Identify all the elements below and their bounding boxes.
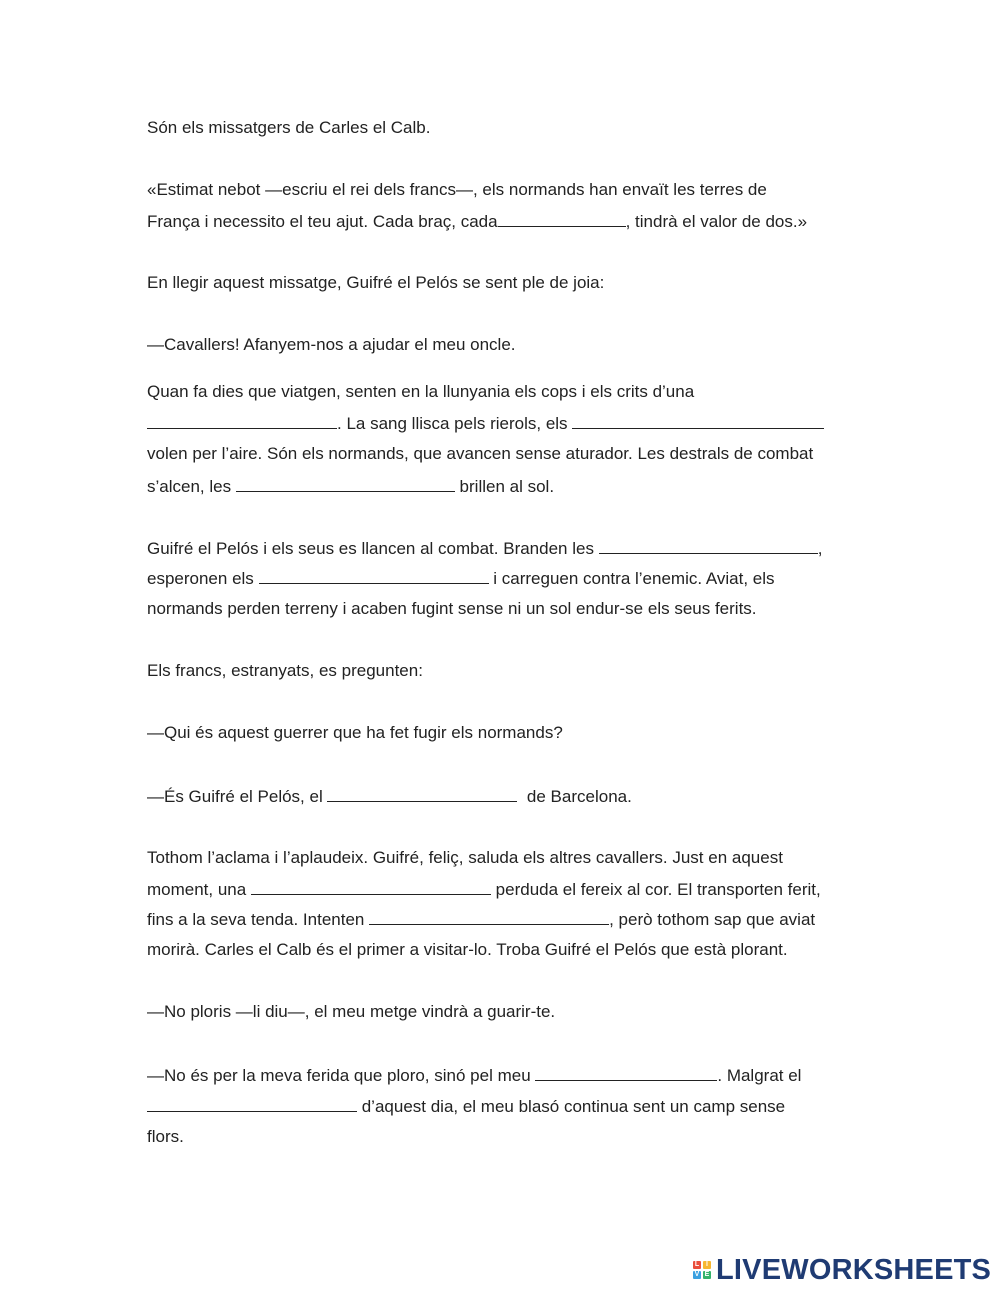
- text-line: normands perden terreny i acaben fugint sense ni un sol endur-se els seus ferits.: [147, 599, 757, 618]
- text-line: morirà. Carles el Calb és el primer a visitar-lo. Troba Guifré el Pelós que està plorant.: [147, 940, 788, 959]
- text-line: volen per l’aire. Són els normands, que avancen sense aturador. Les destrals de combat: [147, 444, 814, 463]
- answer-blank-6[interactable]: [259, 568, 489, 584]
- text-line: esperonen els i carreguen contra l’enemic. Aviat, els: [147, 569, 775, 588]
- logo-letter: E: [704, 1271, 710, 1278]
- text-line: Els francs, estranyats, es pregunten:: [147, 661, 423, 680]
- text-line: Són els missatgers de Carles el Calb.: [147, 118, 431, 137]
- text-line: Tothom l’aclama i l’aplaudeix. Guifré, feliç, saluda els altres cavallers. Just en aquest: [147, 848, 783, 867]
- text-line: França i necessito el teu ajut. Cada braç, cada , tindrà el valor de dos.»: [147, 212, 808, 231]
- text-line: —Qui és aquest guerrer que ha fet fugir els normands?: [147, 723, 563, 742]
- answer-blank-10[interactable]: [535, 1065, 717, 1081]
- text-line: —És Guifré el Pelós, el de Barcelona.: [147, 787, 632, 806]
- text-line: En llegir aquest missatge, Guifré el Pelós se sent ple de joia:: [147, 273, 605, 292]
- text-line: flors.: [147, 1127, 184, 1146]
- logo-letter: I: [703, 1261, 711, 1269]
- text-line: . La sang llisca pels rierols, els: [147, 413, 824, 434]
- answer-blank-2[interactable]: [147, 413, 337, 429]
- answer-blank-4[interactable]: [236, 476, 455, 492]
- answer-blank-7[interactable]: [327, 786, 517, 802]
- logo-text: LIVEWORKSHEETS: [716, 1253, 992, 1286]
- text-line: —Cavallers! Afanyem-nos a ajudar el meu oncle.: [147, 335, 516, 354]
- logo-letter: V: [694, 1271, 700, 1278]
- answer-blank-1[interactable]: [498, 211, 626, 227]
- answer-blank-11[interactable]: [147, 1096, 357, 1112]
- text-line: «Estimat nebot —escriu el rei dels francs—, els normands han envaït les terres de: [147, 180, 767, 199]
- text-line: —No és per la meva ferida que ploro, sinó pel meu . Malgrat el: [147, 1066, 802, 1085]
- answer-blank-3[interactable]: [572, 413, 824, 429]
- text-line: Guifré el Pelós i els seus es llancen al combat. Branden les ,: [147, 539, 823, 558]
- text-line: fins a la seva tenda. Intenten , però tothom sap que aviat: [147, 910, 816, 929]
- text-line: —No ploris —li diu—, el meu metge vindrà a guarir-te.: [147, 1002, 556, 1021]
- answer-blank-8[interactable]: [251, 879, 491, 895]
- logo-letter: L: [694, 1261, 700, 1268]
- liveworksheets-logo: [692, 1254, 991, 1286]
- text-line: moment, una perduda el fereix al cor. El transporten ferit,: [147, 880, 821, 899]
- logo-mark-icon: [692, 1260, 712, 1280]
- text-line: Quan fa dies que viatgen, senten en la llunyania els cops i els crits d’una: [147, 382, 695, 401]
- text-line: d’aquest dia, el meu blasó continua sent un camp sense: [147, 1096, 785, 1117]
- text-line: s’alcen, les brillen al sol.: [147, 477, 555, 496]
- answer-blank-9[interactable]: [369, 909, 609, 925]
- answer-blank-5[interactable]: [599, 538, 818, 554]
